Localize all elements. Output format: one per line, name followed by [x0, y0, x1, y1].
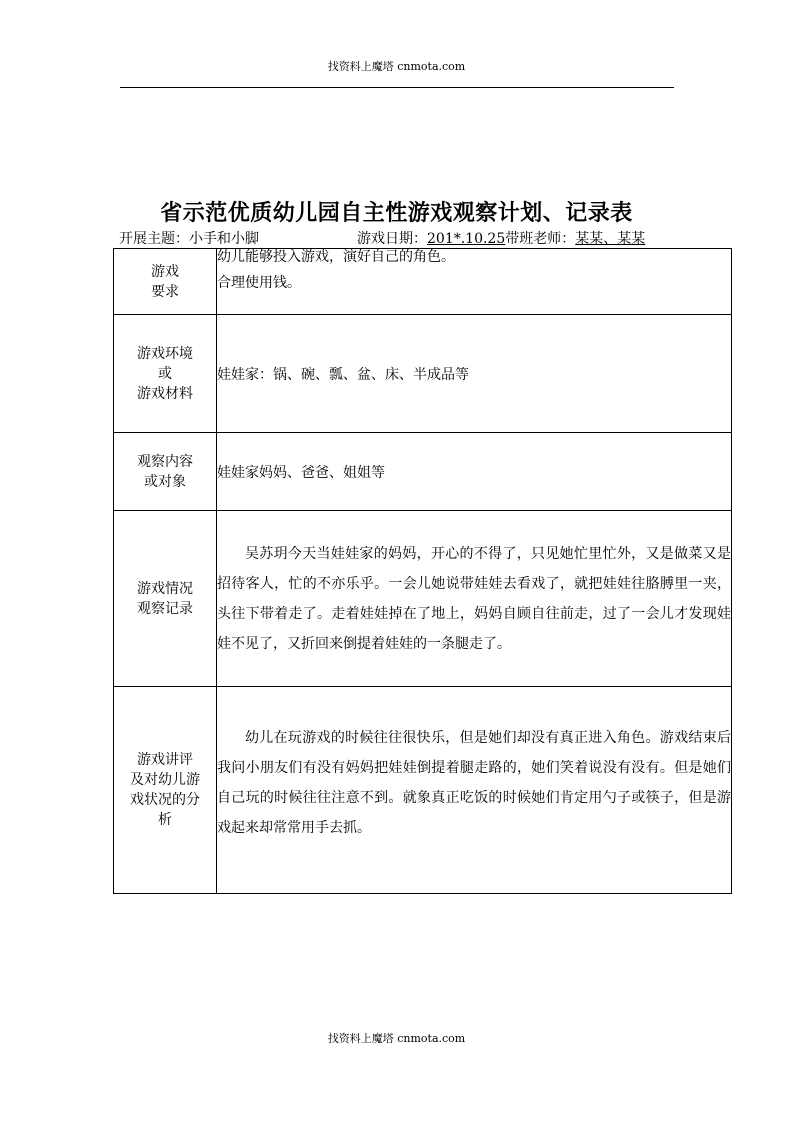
- label-line: 观察记录: [137, 600, 193, 617]
- label-line: 戏状况的分: [130, 792, 200, 808]
- row-label-target: [114, 433, 217, 511]
- table-row: [114, 315, 732, 433]
- requirement-line: 幼儿能够投入游戏，演好自己的角色。: [217, 249, 455, 265]
- date-label: 游戏日期：: [357, 231, 427, 247]
- row-content-requirement: [217, 249, 732, 315]
- table-row: [114, 433, 732, 511]
- row-content-observation: [217, 511, 732, 687]
- label-line: 游戏: [151, 263, 179, 280]
- row-content-analysis: [217, 687, 732, 894]
- row-content-environment: [217, 315, 732, 433]
- theme-value: 小手和小脚: [189, 231, 259, 247]
- header-divider: [120, 87, 674, 88]
- page-footer: 找资料上魔塔 cnmota.com: [327, 1032, 466, 1045]
- row-label-environment: [114, 315, 217, 433]
- label-line: 游戏环境: [137, 345, 193, 362]
- row-content-target: [217, 433, 732, 511]
- label-line: 或对象: [144, 473, 186, 490]
- label-line: 要求: [151, 283, 179, 300]
- label-line: 或: [158, 365, 172, 382]
- record-table: [113, 248, 732, 894]
- target-text: 娃娃家妈妈、爸爸、姐姐等: [217, 464, 385, 481]
- teacher-label: 带班老师：: [505, 231, 576, 247]
- label-line: 游戏材料: [137, 385, 193, 402]
- row-label-analysis: [114, 687, 217, 894]
- page-header: 找资料上魔塔 cnmota.com: [327, 60, 466, 73]
- label-line: 及对幼儿游: [130, 772, 200, 788]
- row-label-observation: [114, 511, 217, 687]
- row-label-requirement: [114, 249, 217, 315]
- environment-text: 娃娃家：锅、碗、瓢、盆、床、半成品等: [217, 366, 469, 383]
- label-line: 析: [158, 812, 172, 828]
- theme-label: 开展主题：: [119, 231, 189, 247]
- date-value: 201*.10.25: [427, 231, 506, 247]
- label-line: 观察内容: [137, 453, 193, 470]
- observation-text: 吴苏玥今天当娃娃家的妈妈，开心的不得了，只见她忙里忙外，又是做菜又是招待客人，忙的不亦乐乎。一会儿她说带娃娃去看戏了，就把娃娃往胳膊里一夹，头往下带着走了。走着娃娃掉在了地上，妈妈自顾自往前走，过了一会儿才发现娃娃不见了，又折回来倒提着娃娃的一条腿走了。: [217, 545, 731, 652]
- teacher-value: 某某、某某: [575, 231, 646, 247]
- document-title: 省示范优质幼儿园自主性游戏观察计划、记录表: [160, 200, 633, 226]
- label-line: 游戏情况: [137, 580, 193, 597]
- table-row: [114, 249, 732, 315]
- table-row: [114, 511, 732, 687]
- table-row: [114, 687, 732, 894]
- label-line: 游戏讲评: [137, 752, 193, 768]
- requirement-line: 合理使用钱。: [217, 275, 301, 291]
- analysis-text: 幼儿在玩游戏的时候往往很快乐，但是她们却没有真正进入角色。游戏结束后我问小朋友们有没有妈妈把娃娃倒提着腿走路的，她们笑着说没有没有。但是她们自己玩的时候往往注意不到。就象真正吃饭的时候她们肯定用勺子或筷子，但是游戏起来却常常用手去抓。: [217, 730, 731, 836]
